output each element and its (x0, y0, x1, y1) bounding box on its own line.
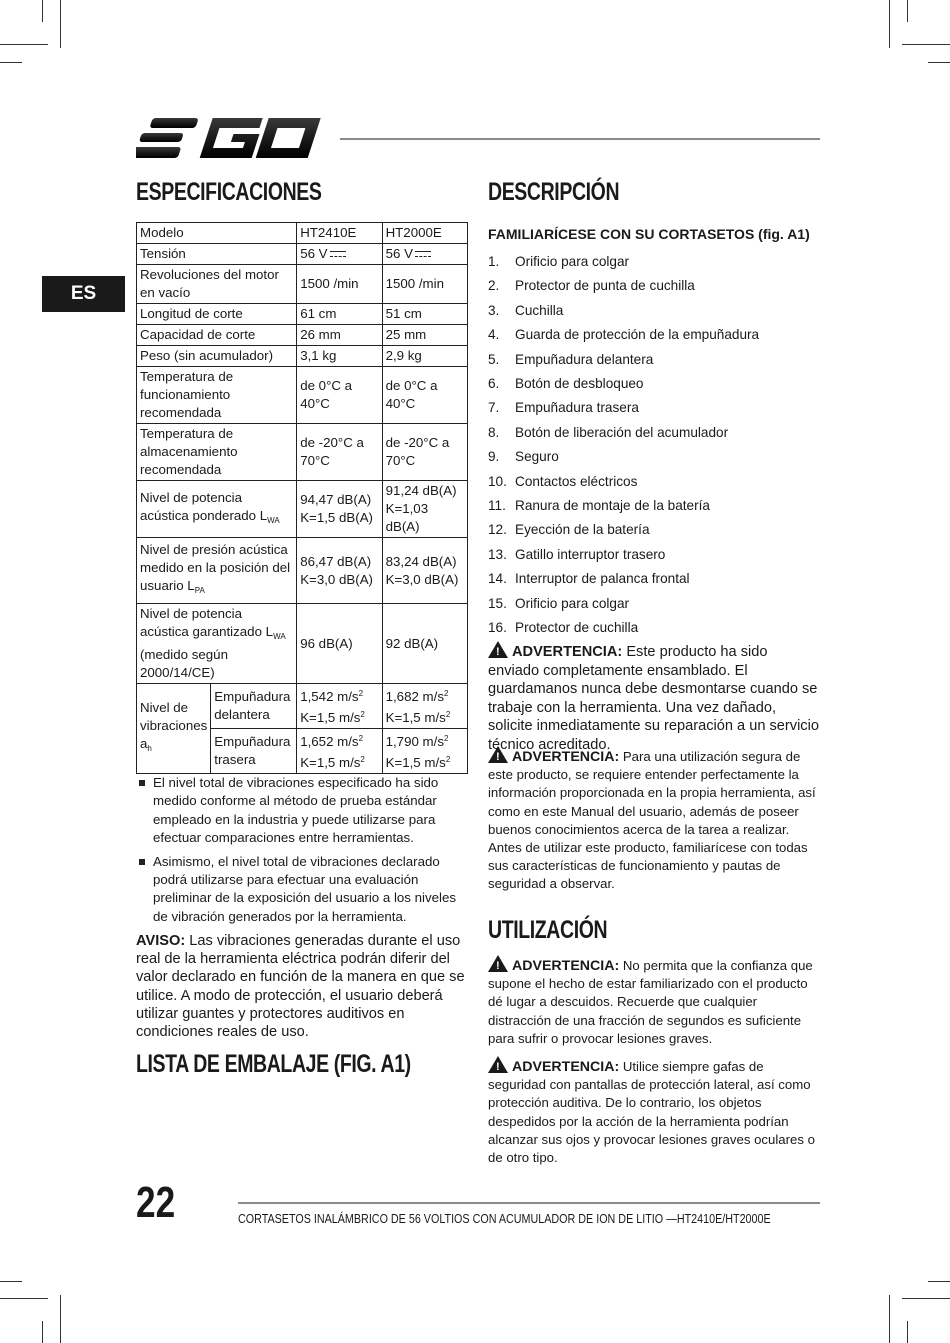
table-cell: 1500 /min (297, 265, 382, 304)
item-text: Orificio para colgar (515, 254, 630, 269)
superscript: 2 (360, 755, 365, 764)
crop-mark (60, 1295, 61, 1343)
list-item (488, 518, 759, 542)
item-text: Orificio para colgar (515, 595, 630, 611)
crop-mark (907, 1321, 908, 1343)
voltage-value: 56 V (385, 246, 413, 261)
table-cell: de 0°C a 40°C (382, 367, 467, 424)
table-row (137, 244, 468, 265)
table-row (137, 265, 468, 304)
warning-block (488, 955, 820, 1048)
cell-line: K=3,0 dB(A) (300, 571, 373, 587)
cell-line: K=3,0 dB(A) (385, 571, 459, 587)
subscript: WA (267, 515, 280, 525)
table-row (137, 424, 468, 481)
table-cell: 61 cm (297, 304, 382, 325)
table-cell (297, 481, 382, 538)
item-text: Botón de liberación del acumulador (515, 424, 729, 440)
table-cell: 26 mm (297, 325, 382, 346)
list-item (488, 274, 759, 298)
ego-logo (136, 114, 321, 162)
warning-block (488, 1056, 820, 1167)
list-item (488, 616, 759, 640)
item-text: Interruptor de palanca frontal (515, 571, 690, 587)
crop-mark (907, 0, 908, 22)
crop-mark (889, 0, 890, 48)
list-item (488, 396, 759, 420)
aviso-label: AVISO: (136, 933, 186, 949)
superscript: 2 (445, 710, 451, 719)
table-cell (297, 684, 382, 729)
cell-line: 86,47 dB(A) (300, 553, 372, 569)
cell-line: K=1,5 m/s (300, 755, 361, 770)
cell-line: 91,24 dB(A) (385, 483, 457, 498)
item-number: 4. (488, 327, 500, 343)
dc-symbol-icon (415, 251, 431, 257)
packing-list-heading: LISTA DE EMBALAJE (FIG. A1) (136, 1050, 411, 1078)
table-row (137, 684, 468, 729)
superscript: 2 (358, 734, 364, 743)
table-cell: Capacidad de corte (137, 325, 297, 346)
item-text: Protector de punta de cuchilla (515, 278, 695, 294)
header-rule (340, 138, 820, 140)
item-text: Empuñadura delantera (515, 351, 654, 367)
table-row (137, 223, 468, 244)
specifications-heading: ESPECIFICACIONES (136, 178, 322, 206)
item-number: 3. (488, 302, 500, 318)
cell-label: Nivel de presión acústica medido en la posición del usuario L (140, 542, 291, 593)
list-item (488, 348, 759, 372)
crop-mark (60, 0, 61, 48)
crop-mark (42, 1321, 43, 1343)
crop-mark (902, 44, 950, 45)
table-row (137, 538, 468, 604)
page-number: 22 (136, 1178, 176, 1227)
specifications-table (136, 222, 468, 774)
table-cell: Longitud de corte (137, 304, 297, 325)
usage-heading: UTILIZACIÓN (488, 916, 608, 944)
list-item (488, 372, 759, 396)
warning-label: ADVERTENCIA: (512, 1059, 620, 1075)
cell-line: K=1,03 dB(A) (385, 501, 429, 534)
item-number: 6. (488, 376, 500, 392)
item-number: 10. (488, 473, 507, 489)
item-number: 5. (488, 351, 500, 367)
table-cell (382, 729, 467, 774)
item-number: 7. (488, 400, 500, 416)
warning-icon (488, 955, 508, 972)
table-cell: 3,1 kg (297, 346, 382, 367)
table-cell: 25 mm (382, 325, 467, 346)
subscript: h (147, 744, 152, 753)
subscript: WA (273, 632, 286, 641)
table-cell: Revoluciones del motor en vacío (137, 265, 297, 304)
item-number: 15. (488, 595, 507, 611)
cell-line: K=1,5 m/s (385, 710, 446, 725)
cell-line: 1,542 m/s (300, 689, 359, 704)
description-heading: DESCRIPCIÓN (488, 178, 620, 206)
table-row (137, 304, 468, 325)
list-item (488, 592, 759, 616)
table-cell: Modelo (137, 223, 297, 244)
list-item (488, 543, 759, 567)
table-cell: de -20°C a 70°C (297, 424, 382, 481)
list-item (488, 470, 759, 494)
warning-text: Para una utilización segura de este producto, se requiere entender perfectamente la información proporcionada en la propia herramienta, así como en este Manual del usuario, además de poseer buenos conocimientos acerca de la tarea a realizar. Antes de utilizar este producto, familiarícese con todas sus características de funcionamiento y pautas de seguridad a observar. (488, 749, 816, 892)
cell-line: K=1,5 dB(A) (300, 510, 373, 525)
list-item (488, 250, 759, 274)
cell-line: 83,24 dB(A) (385, 553, 457, 569)
item-text: Eyección de la batería (515, 522, 650, 538)
table-cell (382, 244, 467, 265)
warning-label: ADVERTENCIA: (512, 749, 620, 765)
cell-line: 1,652 m/s (300, 734, 359, 749)
table-cell: Tensión (137, 244, 297, 265)
item-text: Gatillo interruptor trasero (515, 546, 666, 562)
item-number: 8. (488, 424, 500, 440)
cell-line: K=1,5 m/s (385, 755, 446, 770)
aviso-text: Las vibraciones generadas durante el uso real de la herramienta eléctrica podrán diferir del valor declarado en función de la manera en que se utilice. A modo de protección, el usuario deberá utilizar guantes y protectores auditivos en condiciones reales de uso. (136, 933, 465, 1041)
familiarize-subheading: FAMILIARÍCESE CON SU CORTASETOS (fig. A1) (488, 226, 810, 242)
table-cell: Empuñadura trasera (211, 729, 297, 774)
cell-line: 94,47 dB(A) (300, 492, 372, 507)
crop-mark (928, 62, 950, 63)
superscript: 2 (445, 755, 451, 764)
table-cell: 1500 /min (382, 265, 467, 304)
item-number: 9. (488, 449, 500, 465)
crop-mark (902, 1298, 950, 1299)
item-text: Ranura de montaje de la batería (515, 498, 710, 514)
item-text: Botón de desbloqueo (515, 376, 644, 392)
table-cell: 2,9 kg (382, 346, 467, 367)
table-cell: de 0°C a 40°C (297, 367, 382, 424)
list-item: El nivel total de vibraciones especificado ha sido medido conforme al método de prueba estándar empleado en la industria y puede utilizarse para efectuar comparaciones entre herramientas. (136, 774, 468, 848)
table-cell (297, 729, 382, 774)
table-cell: de -20°C a 70°C (382, 424, 467, 481)
list-item (488, 567, 759, 591)
superscript: 2 (443, 689, 449, 698)
table-cell: Temperatura de almacenamiento recomendada (137, 424, 297, 481)
crop-mark (0, 62, 22, 63)
table-cell: 92 dB(A) (382, 604, 467, 684)
footer-rule (238, 1202, 820, 1204)
table-cell (382, 684, 467, 729)
table-cell (137, 538, 297, 604)
table-row (137, 481, 468, 538)
table-row (137, 367, 468, 424)
cell-label: (medido según 2000/14/CE) (140, 647, 228, 680)
vibration-notes (136, 774, 468, 931)
warning-label: ADVERTENCIA: (512, 644, 623, 660)
table-cell: Temperatura de funcionamiento recomendada (137, 367, 297, 424)
item-number: 11. (488, 498, 506, 514)
item-text: Guarda de protección de la empuñadura (515, 327, 760, 343)
table-cell: Peso (sin acumulador) (137, 346, 297, 367)
warning-text: No permita que la confianza que supone el hecho de estar familiarizado con el producto dé lugar a descuidos. Recuerde que cualquier distracción de una fracción de segundos es suficiente para sufrir o provocar lesiones graves. (488, 958, 813, 1046)
item-text: Contactos eléctricos (515, 473, 638, 489)
list-item (488, 299, 759, 323)
list-item (488, 494, 759, 518)
aviso-paragraph (136, 932, 468, 1041)
table-cell (137, 481, 297, 538)
cell-line: 1,790 m/s (385, 734, 444, 749)
table-cell: 96 dB(A) (297, 604, 382, 684)
warning-block (488, 746, 820, 894)
table-cell (137, 684, 211, 774)
table-cell: Empuñadura delantera (211, 684, 297, 729)
crop-mark (0, 44, 48, 45)
footer-text: CORTASETOS INALÁMBRICO DE 56 VOLTIOS CON ACUMULADOR DE ION DE LITIO —HT2410E/HT2000E (238, 1212, 771, 1226)
item-number: 16. (488, 620, 507, 636)
item-text: Seguro (515, 449, 559, 465)
crop-mark (0, 1298, 48, 1299)
table-cell (297, 538, 382, 604)
warning-text: Este producto ha sido enviado completamente ensamblado. El guardamanos nunca debe desmontarse cuando se trabaje con la herramienta. Una vez dañado, solicite inmediatamente su reparación a un servicio técnico acreditado. (488, 644, 819, 753)
item-number: 14. (488, 571, 507, 587)
cell-line: K=1,5 m/s (300, 710, 361, 725)
item-number: 12. (488, 522, 507, 538)
warning-label: ADVERTENCIA: (512, 958, 620, 974)
item-number: 13. (488, 546, 507, 562)
table-row (137, 346, 468, 367)
cell-line: 1,682 m/s (385, 689, 444, 704)
table-cell: HT2000E (382, 223, 467, 244)
item-text: Protector de cuchilla (515, 620, 639, 636)
table-cell: HT2410E (297, 223, 382, 244)
dc-symbol-icon (330, 251, 346, 257)
table-cell (297, 244, 382, 265)
warning-text: Utilice siempre gafas de seguridad con pantallas de protección lateral, así como protección auditiva. De lo contrario, los objetos despedidos por la acción de la herramienta podrían alcanzar sus ojos y provocar lesiones graves oculares o de otro tipo. (488, 1059, 815, 1166)
warning-icon (488, 746, 508, 763)
item-text: Cuchilla (515, 302, 564, 318)
crop-mark (928, 1281, 950, 1282)
warning-block (488, 641, 820, 755)
item-text: Empuñadura trasera (515, 400, 639, 416)
list-item (488, 445, 759, 469)
list-item (488, 323, 759, 347)
cell-label: Nivel de potencia acústica garantizado L (140, 606, 274, 639)
item-number: 1. (488, 254, 500, 269)
superscript: 2 (443, 734, 449, 743)
table-row (137, 604, 468, 684)
superscript: 2 (360, 710, 365, 719)
crop-mark (0, 1281, 22, 1282)
table-cell (137, 604, 297, 684)
item-number: 2. (488, 278, 500, 294)
table-row (137, 325, 468, 346)
list-item (488, 421, 759, 445)
table-cell (382, 481, 467, 538)
voltage-value: 56 V (300, 246, 328, 261)
crop-mark (889, 1295, 890, 1343)
cell-label: Nivel de potencia acústica ponderado L (140, 489, 268, 523)
table-cell (382, 538, 467, 604)
cell-label: Nivel de vibraciones a (140, 700, 208, 751)
superscript: 2 (358, 689, 364, 698)
subscript: PA (194, 586, 205, 595)
list-item: Asimismo, el nivel total de vibraciones declarado podrá utilizarse para efectuar una evaluación preliminar de la exposición del usuario a los niveles de vibración generados por la herramienta. (136, 853, 468, 927)
language-tab: ES (42, 276, 125, 312)
parts-list (488, 250, 759, 641)
crop-mark (42, 0, 43, 22)
table-cell: 51 cm (382, 304, 467, 325)
warning-icon (488, 641, 508, 658)
warning-icon (488, 1056, 508, 1073)
